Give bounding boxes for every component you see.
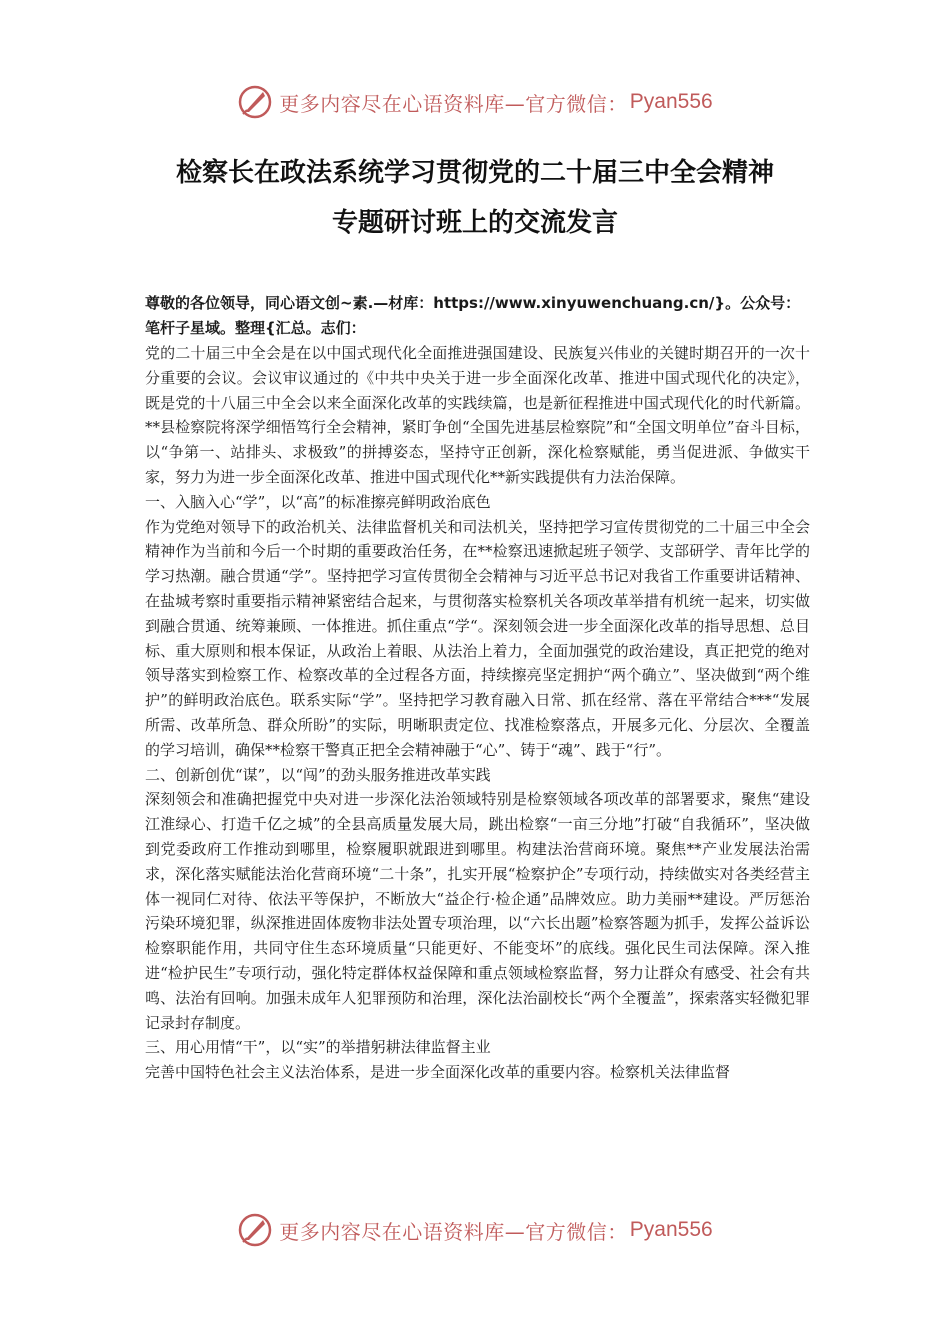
banner-wechat-id: Pyan556 xyxy=(629,90,713,113)
footer-banner xyxy=(0,1205,950,1255)
paragraph-3: 深刻领会和准确把握党中央对进一步深化法治领域特别是检察领域各项改革的部署要求，聚焦“建设江淮绿心、打造千亿之城”的全县高质量发展大局，跳出检察“一亩三分地”打破“自我循环”，坚决做到党委政府工作推动到哪里，检察履职就跟进到哪里。构建法治营商环境。聚焦**产业发展法治需求，深化落实赋能法治化营商环境“二十条”，扎实开展“检察护企”专项行动，持续做实对各类经营主体一视同仁对待、依法平等保护，不断放大“益企行·检企通”品牌效应。助力美丽**建设。严厉惩治污染环境犯罪，纵深推进固体废物非法处置专项治理，以“六长出题”检察答题为抓手，发挥公益诉讼检察职能作用，共同守住生态环境质量“只能更好、不能变坏”的底线。强化民生司法保障。深入推进“检护民生”专项行动，强化特定群体权益保障和重点领域检察监督，努力让群众有感受、社会有共鸣、法治有回响。加强未成年人犯罪预防和治理，深化法治副校长“两个全覆盖”，探索落实轻微犯罪记录封存制度。 xyxy=(145,790,810,1032)
section-heading-2: 二、创新创优“谋”，以“闯”的劲头服务推进改革实践 xyxy=(145,765,491,784)
intro-paragraph: 尊敬的各位领导，同心语文创~素.—材库：https://www.xinyuwenchuang.cn/}。公众号：笔杆子星域。整理{汇总。志们： xyxy=(145,294,801,337)
paragraph-4: 完善中国特色社会主义法治体系，是进一步全面深化改革的重要内容。检察机关法律监督 xyxy=(145,1063,731,1082)
section-heading-1: 一、入脑入心“学”，以“高”的标准擦亮鲜明政治底色 xyxy=(145,492,491,511)
section-heading-3: 三、用心用情“干”，以“实”的举措躬耕法律监督主业 xyxy=(145,1038,491,1057)
document-body xyxy=(145,291,810,1085)
quill-logo-icon xyxy=(237,1212,273,1248)
header-banner xyxy=(0,77,950,127)
paragraph-1: 党的二十届三中全会是在以中国式现代化全面推进强国建设、民族复兴伟业的关键时期召开的一次十分重要的会议。会议审议通过的《中共中央关于进一步全面深化改革、推进中国式现代化的决定》，既是党的十八届三中全会以来全面深化改革的实践续篇，也是新征程推进中国式现代化的时代新篇。**县检察院将深学细悟笃行全会精神，紧盯争创“全国先进基层检察院”和“全国文明单位”奋斗目标，以“争第一、站排头、求极致”的拼搏姿态，坚持守正创新，深化检察赋能，勇当促进派、争做实干家，努力为进一步全面深化改革、推进中国式现代化**新实践提供有力法治保障。 xyxy=(145,344,810,486)
page-title-line1: 检察长在政法系统学习贯彻党的二十届三中全会精神 xyxy=(175,158,774,188)
banner-wechat-id: Pyan556 xyxy=(629,1218,713,1241)
page-title-line2: 专题研讨班上的交流发言 xyxy=(331,208,618,238)
banner-text: 更多内容尽在心语资料库—官方微信： xyxy=(279,91,628,116)
paragraph-2: 作为党绝对领导下的政治机关、法律监督机关和司法机关，坚持把学习宣传贯彻党的二十届三中全会精神作为当前和今后一个时期的重要政治任务，在**检察迅速掀起班子领学、支部研学、青年比学的学习热潮。融合贯通“学”。坚持把学习宣传贯彻全会精神与习近平总书记对我省工作重要讲话精神、在盐城考察时重要指示精神紧密结合起来，与贯彻落实检察机关各项改革举措有机统一起来，切实做到融合贯通、统筹兼顾、一体推进。抓住重点“学“。深刻领会进一步全面深化改革的指导思想、总目标、重大原则和根本保证，从政治上着眼、从法治上着力，全面加强党的政治建设，真正把党的绝对领导落实到检察工作、检察改革的全过程各方面，持续擦亮坚定拥护“两个确立”、坚决做到“两个维护”的鲜明政治底色。联系实际“学”。坚持把学习教育融入日常、抓在经常、落在平常结合***“发展所需、改革所急、群众所盼”的实际，明晰职责定位、找准检察落点，开展多元化、分层次、全覆盖的学习培训，确保**检察干警真正把全会精神融于“心”、铸于“魂”、践于“行”。 xyxy=(145,517,810,759)
banner-text: 更多内容尽在心语资料库—官方微信： xyxy=(279,1219,628,1244)
quill-logo-icon xyxy=(237,84,273,120)
